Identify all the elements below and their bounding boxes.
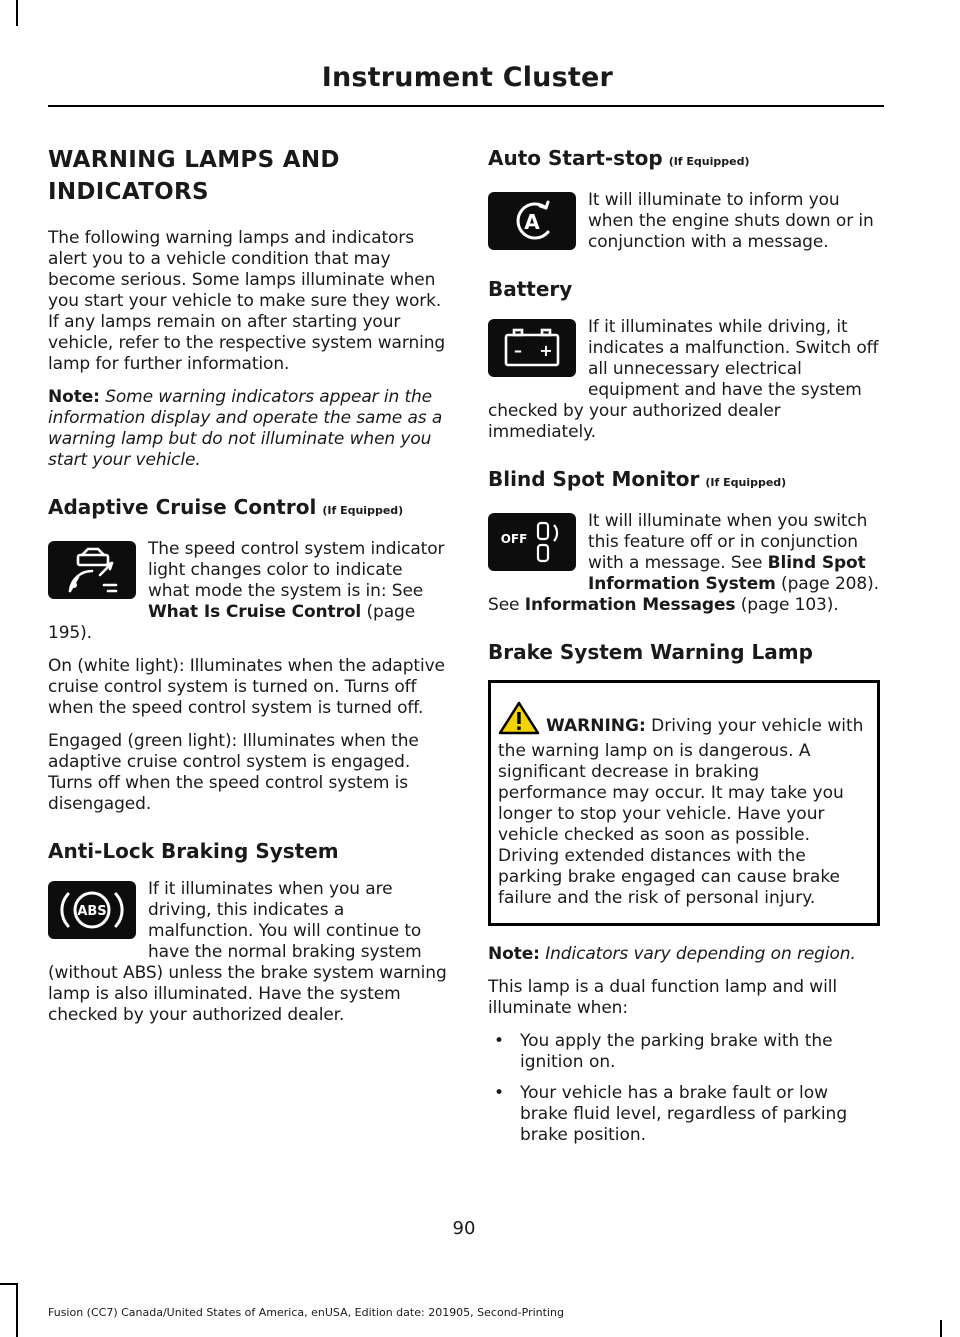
battery-block: [488, 317, 880, 443]
note-label: Note:: [48, 387, 100, 407]
note-text: Some warning indicators appear in the information display and operate the same as a warning lamp but do not illuminate when you start your vehicle.: [48, 387, 443, 470]
page-header-title: Instrument Cluster: [321, 62, 613, 93]
brake-heading: Brake System Warning Lamp: [488, 640, 813, 664]
warning-label: WARNING:: [546, 716, 646, 736]
main-heading-line1: WARNING LAMPS AND: [48, 147, 340, 173]
crop-mark-bottom-left-h: [0, 1283, 18, 1285]
left-column: [48, 144, 448, 1038]
acc-if-equipped: (If Equipped): [322, 504, 404, 517]
auto-start-stop-icon: [488, 192, 576, 250]
warning-triangle-icon: [498, 701, 540, 741]
note-paragraph: [48, 387, 448, 471]
bsm-reference-link-2[interactable]: Information Messages: [524, 595, 736, 615]
bsm-text-after: (page 103).: [735, 595, 839, 615]
battery-heading: Battery: [488, 277, 573, 301]
warning-paragraph: [498, 701, 870, 909]
bsm-text-mid: (page 208). See: [488, 574, 879, 615]
list-item: • You apply the parking brake with the ignition on.: [488, 1031, 880, 1073]
acc-heading: [48, 493, 448, 525]
warning-text: Driving your vehicle with the warning lamp on is dangerous. A significant decrease in braking performance may occur. It may take you longer to stop your vehicle. Have your vehicle checked as soon as possible. Driving extended distances with the parking brake engaged can cause brake failure and the risk of personal injury.: [498, 716, 864, 908]
bsm-reference-link-1[interactable]: Blind Spot Information System: [588, 553, 866, 594]
list-item: • Your vehicle has a brake fault or low brake fluid level, regardless of parking brake position.: [488, 1083, 880, 1146]
brake-note-paragraph: [488, 944, 880, 965]
auto-start-stop-heading: [488, 144, 880, 176]
acc-text-after: (page 195).: [48, 602, 416, 643]
footer-edition-text: Fusion (CC7) Canada/United States of America, enUSA, Edition date: 201905, Second-Printing: [48, 1306, 564, 1319]
bsm-heading-text: Blind Spot Monitor: [488, 467, 700, 491]
warning-box: [488, 680, 880, 926]
brake-note-label: Note:: [488, 944, 540, 964]
auto-block: [488, 190, 880, 253]
battery-paragraph: If it illuminates while driving, it indicates a malfunction. Switch off all unnecessary electrical equipment and have the system checked by your authorized dealer immediately.: [488, 317, 879, 442]
bsm-heading: [488, 465, 880, 497]
main-heading: [48, 144, 448, 208]
brake-note-text: Indicators vary depending on region.: [545, 944, 856, 964]
blind-spot-monitor-icon: [488, 513, 576, 571]
bsm-text-before: It will illuminate when you switch this feature off or in conjunction with a message. See: [588, 511, 868, 573]
acc-text-before: The speed control system indicator light changes color to indicate what mode the system is in: See: [148, 539, 445, 601]
crop-mark-bottom-left: [16, 1283, 18, 1337]
battery-icon: [488, 319, 576, 377]
intro-paragraph: The following warning lamps and indicators alert you to a vehicle condition that may become serious. Some lamps illuminate when you start your vehicle to make sure they work. If any lamps remain on after starting your vehicle, refer to the respective system warning lamp for further information.: [48, 228, 446, 374]
acc-block: [48, 539, 448, 644]
abs-block: [48, 879, 448, 1026]
bsm-if-equipped: (If Equipped): [705, 476, 787, 489]
right-column: [488, 144, 880, 1156]
acc-reference-link[interactable]: What Is Cruise Control: [148, 602, 362, 622]
header-rule: [48, 105, 884, 107]
page-number: 90: [452, 1218, 476, 1239]
auto-if-equipped: (If Equipped): [668, 155, 750, 168]
brake-bullet-list: [488, 1031, 880, 1146]
abs-icon: [48, 881, 136, 939]
brake-dual-paragraph: This lamp is a dual function lamp and will illuminate when:: [488, 977, 837, 1018]
auto-paragraph: It will illuminate to inform you when the engine shuts down or in conjunction with a message.: [588, 190, 874, 252]
bsm-block: [488, 511, 880, 616]
abs-icon-text: ABS: [77, 904, 107, 919]
acc-engaged-paragraph: Engaged (green light): Illuminates when the adaptive cruise control system is engaged. Turns off when the speed control system is disengaged.: [48, 731, 419, 814]
acc-heading-text: Adaptive Cruise Control: [48, 495, 317, 519]
acc-on-paragraph: On (white light): Illuminates when the adaptive cruise control system is turned on. Turns off when the speed control system is turned off.: [48, 656, 445, 718]
crop-mark-bottom-right: [940, 1320, 942, 1337]
battery-minus: –: [514, 341, 522, 360]
battery-plus: +: [539, 341, 553, 360]
auto-heading-text: Auto Start-stop: [488, 146, 663, 170]
crop-mark-top-left: [16, 0, 18, 26]
abs-heading: Anti-Lock Braking System: [48, 839, 339, 863]
adaptive-cruise-control-icon: [48, 541, 136, 599]
bsm-icon-text: OFF: [500, 532, 528, 546]
main-heading-line2: INDICATORS: [48, 179, 209, 205]
abs-paragraph: If it illuminates when you are driving, this indicates a malfunction. You will continue to have the normal braking system (without ABS) unless the brake system warning lamp is also illuminated. Have the system checked by your authorized dealer.: [48, 879, 447, 1025]
auto-icon-text: A: [524, 210, 540, 234]
